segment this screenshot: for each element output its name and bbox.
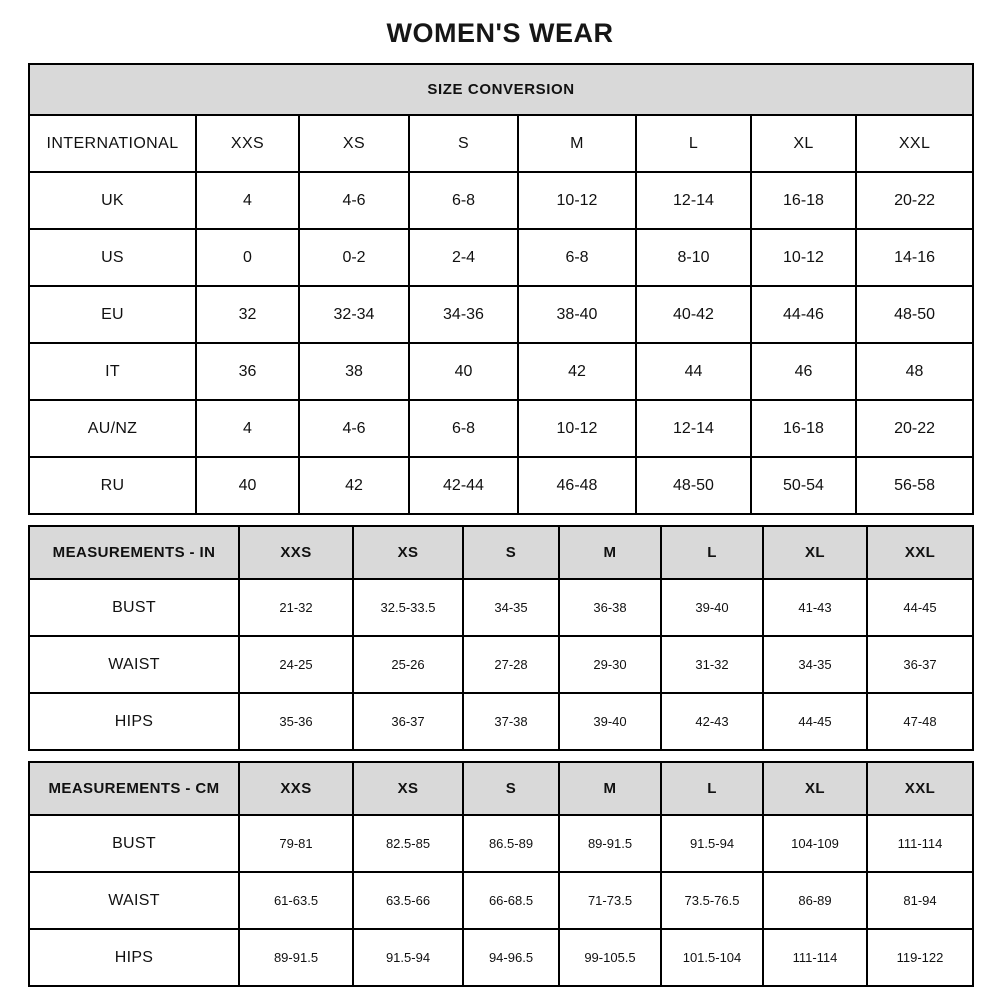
value-cell: 4 <box>196 172 299 229</box>
size-column-header: XXL <box>856 115 973 172</box>
value-cell: 44-45 <box>763 693 867 750</box>
value-cell: 63.5-66 <box>353 872 463 929</box>
value-cell: 0-2 <box>299 229 409 286</box>
value-cell: 24-25 <box>239 636 353 693</box>
value-cell: 104-109 <box>763 815 867 872</box>
value-cell: 16-18 <box>751 400 856 457</box>
size-column-header: L <box>636 115 751 172</box>
table-row <box>29 172 973 229</box>
size-column-header: XS <box>353 526 463 579</box>
row-label: RU <box>29 457 196 514</box>
value-cell: 40 <box>409 343 518 400</box>
value-cell: 91.5-94 <box>661 815 763 872</box>
value-cell: 119-122 <box>867 929 973 986</box>
size-column-header: M <box>559 526 661 579</box>
value-cell: 29-30 <box>559 636 661 693</box>
value-cell: 86.5-89 <box>463 815 559 872</box>
value-cell: 42-43 <box>661 693 763 750</box>
row-label: AU/NZ <box>29 400 196 457</box>
size-column-header: XS <box>353 762 463 815</box>
table-row <box>29 400 973 457</box>
value-cell: 71-73.5 <box>559 872 661 929</box>
value-cell: 86-89 <box>763 872 867 929</box>
value-cell: 42 <box>299 457 409 514</box>
size-column-header: XXL <box>867 762 973 815</box>
value-cell: 27-28 <box>463 636 559 693</box>
table-row <box>29 457 973 514</box>
size-column-header: XXS <box>239 762 353 815</box>
value-cell: 50-54 <box>751 457 856 514</box>
value-cell: 2-4 <box>409 229 518 286</box>
table-label-header: MEASUREMENTS - CM <box>29 762 239 815</box>
value-cell: 31-32 <box>661 636 763 693</box>
value-cell: 82.5-85 <box>353 815 463 872</box>
table-header-row <box>29 762 973 815</box>
size-column-header: L <box>661 762 763 815</box>
value-cell: 99-105.5 <box>559 929 661 986</box>
value-cell: 46 <box>751 343 856 400</box>
value-cell: 89-91.5 <box>559 815 661 872</box>
table-row <box>29 636 973 693</box>
value-cell: 21-32 <box>239 579 353 636</box>
value-cell: 4-6 <box>299 172 409 229</box>
value-cell: 66-68.5 <box>463 872 559 929</box>
value-cell: 111-114 <box>867 815 973 872</box>
value-cell: 16-18 <box>751 172 856 229</box>
value-cell: 8-10 <box>636 229 751 286</box>
value-cell: 10-12 <box>751 229 856 286</box>
value-cell: 10-12 <box>518 172 636 229</box>
size-column-header: S <box>463 526 559 579</box>
value-cell: 42 <box>518 343 636 400</box>
value-cell: 81-94 <box>867 872 973 929</box>
value-cell: 34-36 <box>409 286 518 343</box>
measurements-cm-table <box>28 761 974 987</box>
value-cell: 36-37 <box>867 636 973 693</box>
row-label: UK <box>29 172 196 229</box>
row-label: HIPS <box>29 929 239 986</box>
size-column-header: S <box>463 762 559 815</box>
value-cell: 40-42 <box>636 286 751 343</box>
table-row <box>29 579 973 636</box>
value-cell: 20-22 <box>856 400 973 457</box>
value-cell: 6-8 <box>409 400 518 457</box>
value-cell: 6-8 <box>518 229 636 286</box>
value-cell: 14-16 <box>856 229 973 286</box>
table-row <box>29 286 973 343</box>
size-column-header: XXS <box>239 526 353 579</box>
value-cell: 32.5-33.5 <box>353 579 463 636</box>
value-cell: 101.5-104 <box>661 929 763 986</box>
size-column-header: M <box>559 762 661 815</box>
value-cell: 46-48 <box>518 457 636 514</box>
table-row <box>29 343 973 400</box>
value-cell: 94-96.5 <box>463 929 559 986</box>
row-label: US <box>29 229 196 286</box>
value-cell: 48-50 <box>856 286 973 343</box>
size-column-header: XXS <box>196 115 299 172</box>
value-cell: 79-81 <box>239 815 353 872</box>
value-cell: 4-6 <box>299 400 409 457</box>
value-cell: 32 <box>196 286 299 343</box>
value-cell: 40 <box>196 457 299 514</box>
table-row <box>29 815 973 872</box>
value-cell: 4 <box>196 400 299 457</box>
value-cell: 12-14 <box>636 400 751 457</box>
row-label: HIPS <box>29 693 239 750</box>
table-label-header: MEASUREMENTS - IN <box>29 526 239 579</box>
row-label: WAIST <box>29 872 239 929</box>
size-column-header: L <box>661 526 763 579</box>
value-cell: 47-48 <box>867 693 973 750</box>
value-cell: 32-34 <box>299 286 409 343</box>
size-column-header: XS <box>299 115 409 172</box>
row-label: BUST <box>29 579 239 636</box>
value-cell: 41-43 <box>763 579 867 636</box>
value-cell: 48-50 <box>636 457 751 514</box>
value-cell: 73.5-76.5 <box>661 872 763 929</box>
size-column-header: XL <box>763 762 867 815</box>
size-column-header: S <box>409 115 518 172</box>
value-cell: 48 <box>856 343 973 400</box>
value-cell: 36-38 <box>559 579 661 636</box>
value-cell: 111-114 <box>763 929 867 986</box>
table-header-row <box>29 115 973 172</box>
value-cell: 36 <box>196 343 299 400</box>
page-title: WOMEN'S WEAR <box>386 18 614 48</box>
value-cell: 44 <box>636 343 751 400</box>
value-cell: 12-14 <box>636 172 751 229</box>
table-title: SIZE CONVERSION <box>29 64 973 115</box>
size-conversion-table <box>28 63 974 515</box>
value-cell: 89-91.5 <box>239 929 353 986</box>
value-cell: 6-8 <box>409 172 518 229</box>
value-cell: 44-45 <box>867 579 973 636</box>
size-column-header: XL <box>763 526 867 579</box>
row-label: IT <box>29 343 196 400</box>
value-cell: 37-38 <box>463 693 559 750</box>
value-cell: 34-35 <box>463 579 559 636</box>
table-row <box>29 693 973 750</box>
table-label-header: INTERNATIONAL <box>29 115 196 172</box>
value-cell: 10-12 <box>518 400 636 457</box>
value-cell: 56-58 <box>856 457 973 514</box>
table-header-row <box>29 526 973 579</box>
row-label: WAIST <box>29 636 239 693</box>
row-label: EU <box>29 286 196 343</box>
table-banner-row <box>29 64 973 115</box>
value-cell: 61-63.5 <box>239 872 353 929</box>
size-column-header: XXL <box>867 526 973 579</box>
value-cell: 38-40 <box>518 286 636 343</box>
value-cell: 44-46 <box>751 286 856 343</box>
size-column-header: XL <box>751 115 856 172</box>
value-cell: 20-22 <box>856 172 973 229</box>
value-cell: 38 <box>299 343 409 400</box>
value-cell: 0 <box>196 229 299 286</box>
table-row <box>29 872 973 929</box>
value-cell: 42-44 <box>409 457 518 514</box>
value-cell: 34-35 <box>763 636 867 693</box>
measurements-in-table <box>28 525 974 751</box>
value-cell: 36-37 <box>353 693 463 750</box>
row-label: BUST <box>29 815 239 872</box>
value-cell: 39-40 <box>661 579 763 636</box>
value-cell: 91.5-94 <box>353 929 463 986</box>
table-row <box>29 229 973 286</box>
size-column-header: M <box>518 115 636 172</box>
table-row <box>29 929 973 986</box>
value-cell: 39-40 <box>559 693 661 750</box>
value-cell: 35-36 <box>239 693 353 750</box>
value-cell: 25-26 <box>353 636 463 693</box>
